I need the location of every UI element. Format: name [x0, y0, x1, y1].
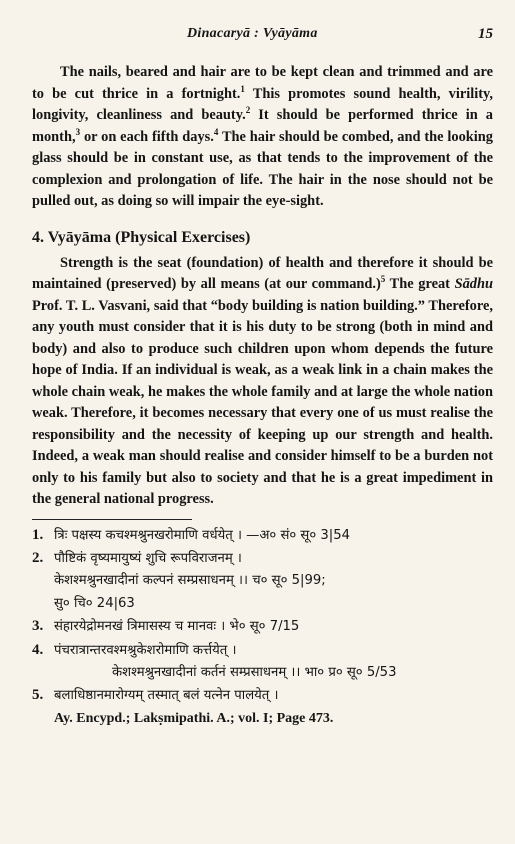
footnotes — [32, 524, 493, 731]
footnote-number: 3. — [32, 618, 44, 635]
footnote-2-line-2 — [32, 570, 493, 592]
footnote-5 — [32, 684, 493, 707]
para1-text-4: or on each fifth days. — [80, 128, 214, 145]
footnote-number: 2. — [32, 549, 44, 566]
footnote-4-line-2 — [32, 662, 493, 684]
page-number: 15 — [478, 26, 493, 42]
footnote-3 — [32, 615, 493, 638]
footnote-number: 5. — [32, 687, 44, 704]
footnote-2-line-3 — [32, 593, 493, 615]
para2-text-2: The great — [385, 276, 455, 292]
footnote-text: केशश्मश्रुनखादीनां कल्पनं सम्प्रसाधनम् ।। च० सू० 5|99; — [54, 573, 326, 589]
footnote-1 — [32, 524, 493, 547]
sadhu-term: Sādhu — [454, 276, 493, 292]
footnote-2 — [32, 547, 493, 570]
footnote-text: बलाधिष्ठानमारोग्यम् तस्मात् बलं यत्नेन पालयेत् । — [54, 688, 279, 704]
running-head — [32, 26, 493, 46]
footnote-citation: Ay. Encypd.; Lakṣmipathi. A.; vol. I; Page 473. — [54, 710, 334, 726]
footnote-ref-4: 4 — [213, 126, 219, 137]
para2-text-1: Strength is the seat (foundation) of health and therefore it should be maintained (preserved) by all means (at our command.) — [32, 254, 493, 292]
footnote-ref-1: 1 — [240, 83, 245, 94]
para1-text-1: The nails, beared and hair are to be kept clean and trimmed and are to be cut thrice in a fortnight. — [32, 64, 493, 102]
footnote-ref-2: 2 — [245, 105, 251, 116]
para1-text-3: It should be performed thrice in a month, — [32, 107, 493, 145]
running-title: Dinacaryā : Vyāyāma — [187, 26, 318, 41]
footnote-number: 1. — [32, 526, 44, 543]
footnote-text: सु० चि० 24|63 — [54, 595, 135, 611]
footnote-text: केशश्मश्रुनखादीनां कर्तनं सम्प्रसाधनम् ।। भा० प्र० सू० 5/53 — [112, 664, 397, 680]
paragraph-hair-care — [32, 62, 493, 213]
footnote-ref-3: 3 — [75, 126, 81, 137]
footnote-number: 4. — [32, 641, 44, 658]
para1-text-2: This promotes sound health, virility, longivity, cleanliness and beauty. — [32, 85, 493, 123]
footnote-text: त्रिः पक्षस्य कचश्मश्रुनखरोमाणि वर्धयेत् । —अ० सं० सू० 3|54 — [54, 527, 350, 543]
para2-text-3: Prof. T. L. Vasvani, said that “body building is nation building.” Therefore, any youth must consider that it is his duty to be strong (both in mind and body) and also to produce such children upon whom depends the future hope of India. If an individual is weak, as a weak link in a chain makes the whole chain weak, he makes the whole family and at large the whole nation weak. Therefore, it becomes necessary that every one of us must realise the responsibility and the necessity of keeping up our strength and health. Indeed, a weak man should realise and consider himself to be a burden not only to his family but also to society and that he is a great impediment in the general national progress. — [32, 297, 493, 507]
para1-text-5: The hair should be combed, and the looking glass should be in constant use, as that tends to the improvement of the complexion and prolongation of life. The hair in the nose should not be pulled out, as doing so will impair the eye-sight. — [32, 128, 494, 209]
footnote-5-line-2 — [32, 708, 493, 730]
section-heading: 4. Vyāyāma (Physical Exercises) — [32, 228, 251, 246]
footnote-ref-5: 5 — [380, 274, 386, 285]
footnote-text: संहारयेद्रोमनखं त्रिमासस्य च मानवः । भे० सू० 7/15 — [54, 619, 300, 635]
footnote-text: पौष्टिकं वृष्यमायुष्यं शुचि रूपविराजनम् । — [54, 550, 242, 566]
footnote-4 — [32, 639, 493, 662]
footnote-rule — [32, 519, 192, 520]
footnote-text: पंचरात्रान्तरवश्मश्रुकेशरोमाणि कर्त्तयेत् । — [54, 642, 237, 658]
paragraph-physical-exercises — [32, 253, 493, 511]
